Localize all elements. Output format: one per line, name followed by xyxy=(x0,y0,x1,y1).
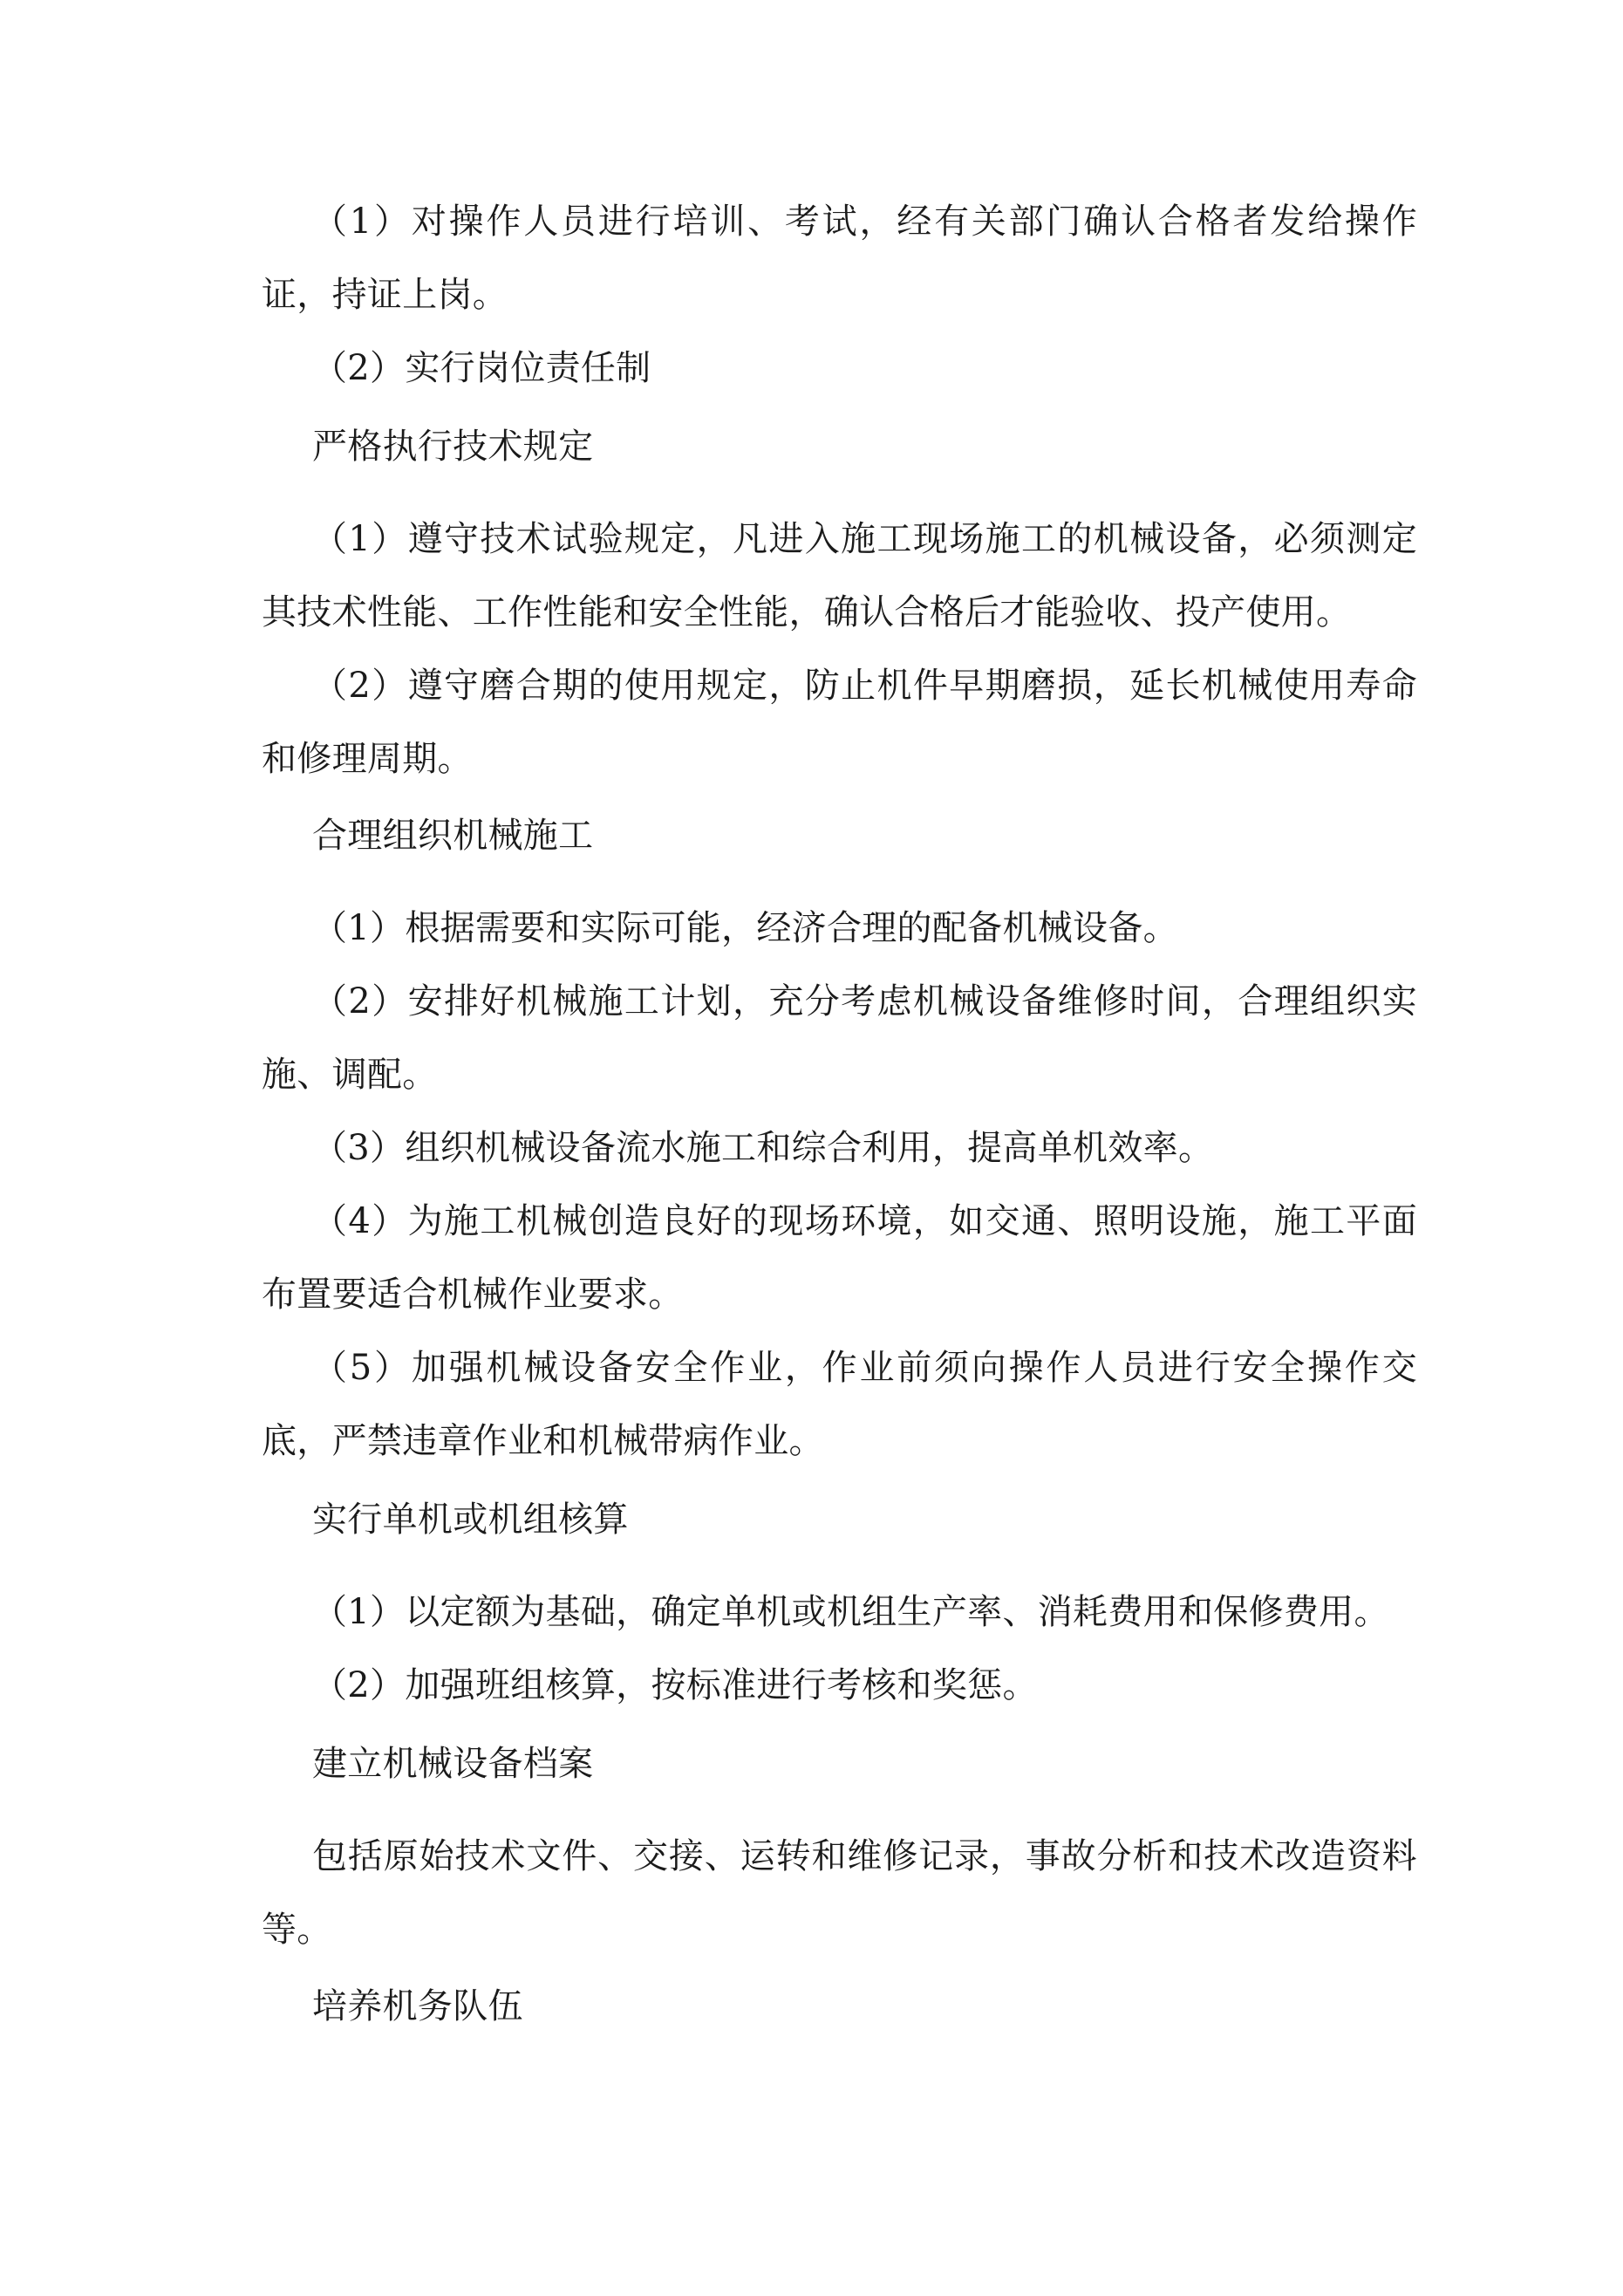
paragraph-quota-basis: （1）以定额为基础，确定单机或机组生产率、消耗费用和保修费用。 xyxy=(312,1592,1389,1632)
paragraph-archive-contents: 包括原始技术文件、交接、运转和维修记录，事故分析和技术改造资料等。 xyxy=(262,1836,1417,1950)
heading-organize-construction: 合理组织机械施工 xyxy=(312,816,594,856)
paragraph-post-responsibility: （2）实行岗位责任制 xyxy=(312,348,651,388)
paragraph-flow-construction: （3）组织机械设备流水施工和综合利用，提高单机效率。 xyxy=(312,1128,1214,1168)
paragraph-construction-plan: （2）安排好机械施工计划，充分考虑机械设备维修时间，合理组织实施、调配。 xyxy=(262,981,1417,1095)
heading-unit-accounting: 实行单机或机组核算 xyxy=(312,1500,629,1540)
paragraph-equipment-allocation: （1）根据需要和实际可能，经济合理的配备机械设备。 xyxy=(312,908,1178,948)
paragraph-safe-operation: （5）加强机械设备安全作业，作业前须向操作人员进行安全操作交底，严禁违章作业和机械带病作业。 xyxy=(262,1348,1417,1461)
heading-technical-rules: 严格执行技术规定 xyxy=(312,427,594,467)
heading-equipment-archive: 建立机械设备档案 xyxy=(312,1744,594,1784)
paragraph-break-in-period: （2）遵守磨合期的使用规定，防止机件早期磨损，延长机械使用寿命和修理周期。 xyxy=(262,666,1417,779)
paragraph-operator-training: （1）对操作人员进行培训、考试，经有关部门确认合格者发给操作证，持证上岗。 xyxy=(262,202,1417,315)
paragraph-site-environment: （4）为施工机械创造良好的现场环境，如交通、照明设施，施工平面布置要适合机械作业要求。 xyxy=(262,1201,1417,1315)
paragraph-technical-test: （1）遵守技术试验规定，凡进入施工现场施工的机械设备，必须测定其技术性能、工作性能和安全性能，确认合格后才能验收、投产使用。 xyxy=(262,519,1417,632)
paragraph-team-accounting: （2）加强班组核算，按标准进行考核和奖惩。 xyxy=(312,1665,1038,1705)
heading-train-team: 培养机务队伍 xyxy=(312,1986,523,2026)
